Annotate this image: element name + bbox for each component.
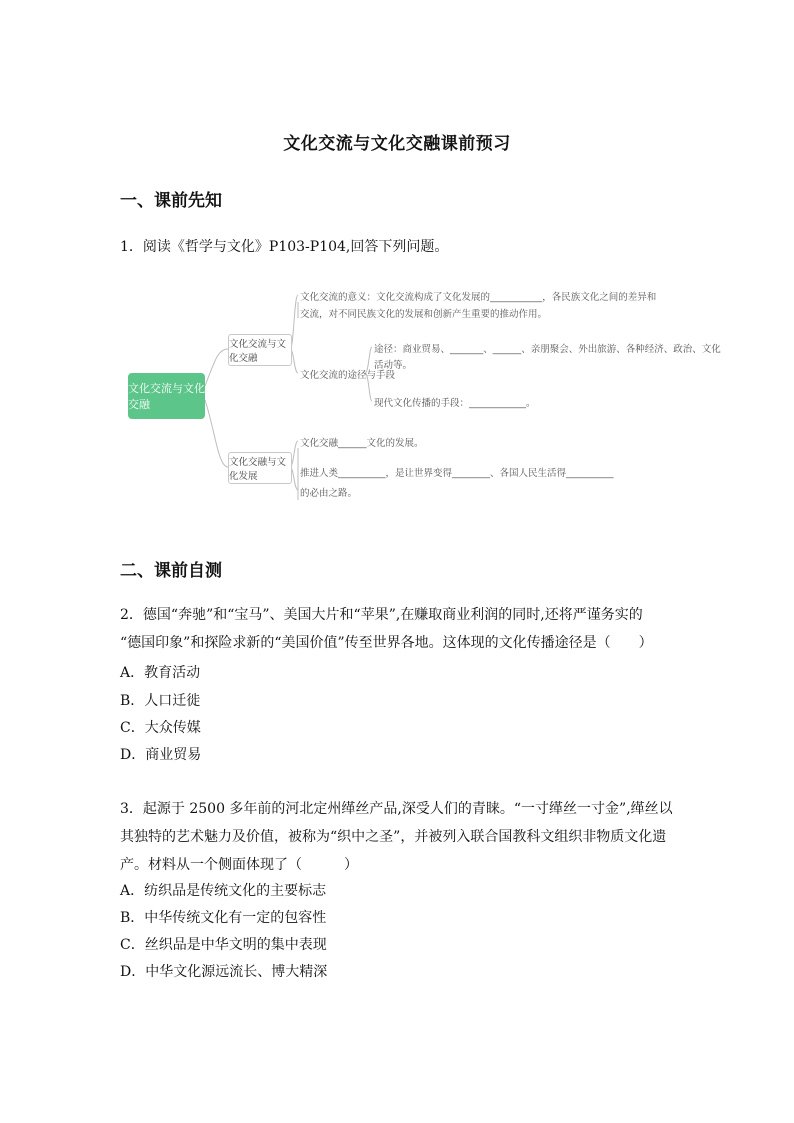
question-3-option-c: C．丝织品是中华文明的集中表现 bbox=[120, 937, 327, 953]
mind-map-root: 文化交流与文化交融 bbox=[128, 373, 205, 419]
question-2-line2: “德国印象”和探险求新的“美国价值”传至世界各地。这体现的文化传播途径是（ ） bbox=[120, 635, 653, 651]
page-title: 文化交流与文化交融课前预习 bbox=[283, 134, 511, 154]
mind-map-branch-exchange: 文化交流与文化交融 bbox=[228, 334, 292, 366]
question-3-option-d: D．中华文化源远流长、博大精深 bbox=[120, 964, 328, 980]
mind-map-branch-fusion: 文化交融与文化发展 bbox=[228, 452, 292, 484]
mind-map-fusion-line1: 文化交融______文化的发展。 bbox=[300, 438, 424, 449]
mind-map-fusion-line3: 的必由之路。 bbox=[300, 488, 358, 499]
section-heading-preview: 一、课前先知 bbox=[120, 191, 222, 211]
mind-map-ways-node: 文化交流的途径与手段 bbox=[300, 370, 396, 381]
mind-map-ways-line2: 活动等。 bbox=[374, 360, 413, 371]
question-3-option-b: B．中华传统文化有一定的包容性 bbox=[120, 910, 327, 926]
mind-map-media-line: 现代文化传播的手段：____________。 bbox=[374, 398, 536, 409]
mind-map-significance-line1: 文化交流的意义：文化交流构成了文化发展的___________，各民族文化之间的差异和 bbox=[300, 292, 657, 303]
question-2-option-d: D．商业贸易 bbox=[120, 747, 202, 763]
mind-map-fusion-line2: 推进人类__________，是让世界变得________、各国人民生活得__________ bbox=[300, 468, 614, 479]
question-3-line3: 产。材料从一个侧面体现了（ ） bbox=[120, 857, 358, 873]
question-2-option-c: C．大众传媒 bbox=[120, 720, 201, 736]
mind-map-ways-line1: 途径：商业贸易、_______、______、亲朋聚会、外出旅游、各种经济、政治、文化 bbox=[374, 344, 721, 355]
question-3-line2: 其独特的艺术魅力及价值，被称为“织中之圣”，并被列入联合国教科文组织非物质文化遗 bbox=[120, 829, 667, 845]
question-3-line1: 3．起源于 2500 多年前的河北定州缂丝产品,深受人们的青睐。“一寸缂丝一寸金”,缂丝以 bbox=[120, 801, 673, 817]
question-2-line1: 2．德国“奔驰”和“宝马”、美国大片和“苹果”,在赚取商业利润的同时,还将严谨务实的 bbox=[120, 607, 643, 623]
section-heading-selftest: 二、课前自测 bbox=[120, 561, 222, 581]
question-2-option-b: B．人口迁徙 bbox=[120, 693, 201, 709]
question-3-option-a: A．纺织品是传统文化的主要标志 bbox=[120, 883, 327, 899]
question-2-option-a: A．教育活动 bbox=[120, 665, 201, 681]
question-1-text: 1．阅读《哲学与文化》P103-P104,回答下列问题。 bbox=[120, 239, 449, 255]
mind-map-significance-line2: 交流，对不同民族文化的发展和创新产生重要的推动作用。 bbox=[300, 309, 548, 320]
